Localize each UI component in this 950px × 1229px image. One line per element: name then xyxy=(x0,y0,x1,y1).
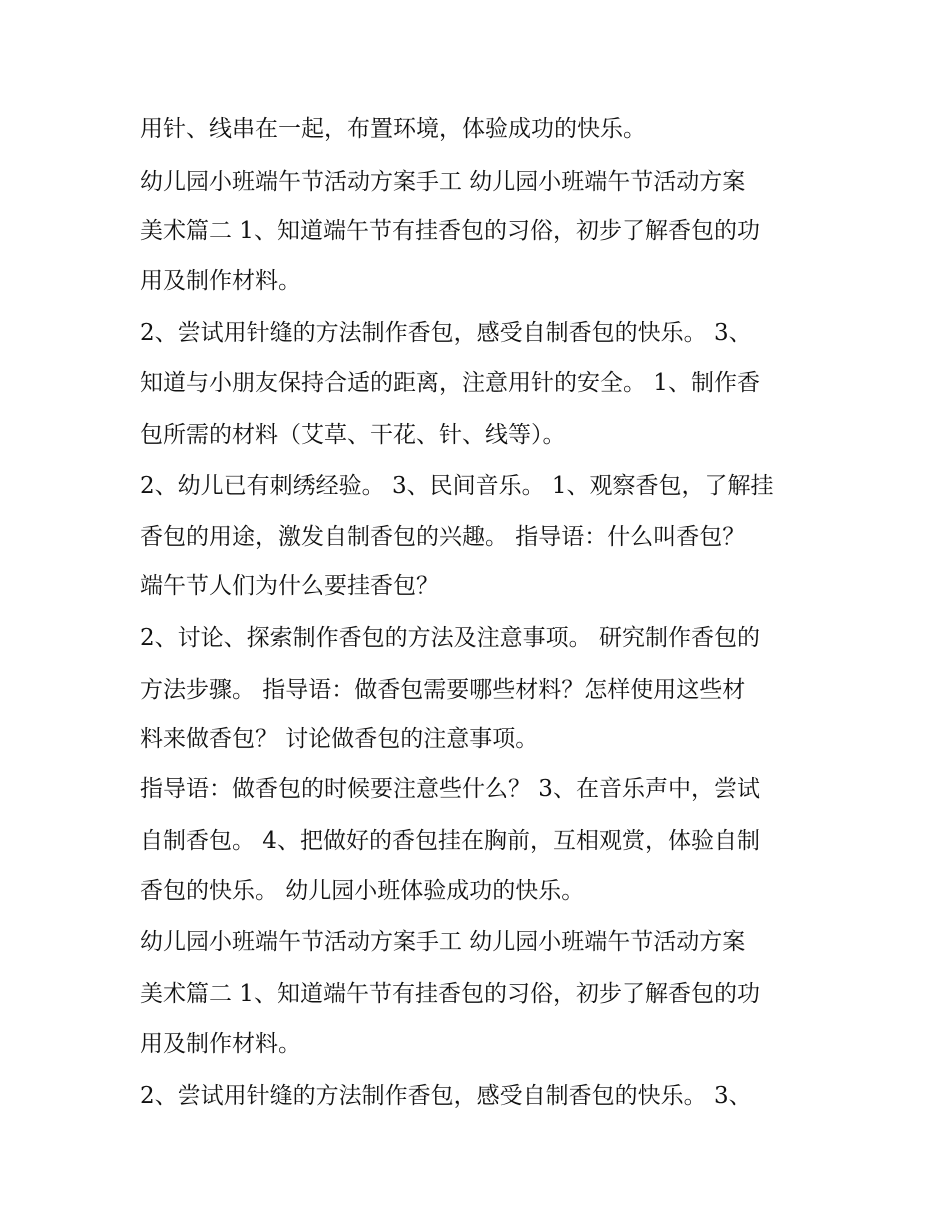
text-line: 美术篇二 1、知道端午节有挂香包的习俗，初步了解香包的功 xyxy=(140,218,760,244)
text-line: 指导语：做香包的时候要注意些什么？ 3、在音乐声中，尝试 xyxy=(140,776,760,802)
text-line: 幼儿园小班端午节活动方案手工 幼儿园小班端午节活动方案 xyxy=(140,169,746,195)
text-line: 2、讨论、探索制作香包的方法及注意事项。 研究制作香包的 xyxy=(140,625,760,651)
text-line: 料来做香包？ 讨论做香包的注意事项。 xyxy=(140,726,539,752)
text-line: 自制香包。 4、把做好的香包挂在胸前，互相观赏，体验自制 xyxy=(140,828,760,854)
text-line: 方法步骤。 指导语：做香包需要哪些材料？怎样使用这些材 xyxy=(140,677,746,703)
text-line: 2、幼儿已有刺绣经验。 3、民间音乐。 1、观察香包，了解挂 xyxy=(140,473,774,499)
text-line: 2、尝试用针缝的方法制作香包，感受自制香包的快乐。 3、 xyxy=(140,1083,752,1109)
text-line: 香包的用途，激发自制香包的兴趣。 指导语：什么叫香包？ xyxy=(140,524,746,550)
text-line: 知道与小朋友保持合适的距离，注意用针的安全。 1、制作香 xyxy=(140,370,760,396)
text-line: 用及制作材料。 xyxy=(140,1031,301,1057)
text-line: 美术篇二 1、知道端午节有挂香包的习俗，初步了解香包的功 xyxy=(140,981,760,1007)
text-line: 幼儿园小班端午节活动方案手工 幼儿园小班端午节活动方案 xyxy=(140,929,746,955)
text-line: 用针、线串在一起，布置环境，体验成功的快乐。 xyxy=(140,116,646,142)
text-line: 用及制作材料。 xyxy=(140,268,301,294)
text-line: 香包的快乐。 幼儿园小班体验成功的快乐。 xyxy=(140,878,585,904)
text-line: 2、尝试用针缝的方法制作香包，感受自制香包的快乐。 3、 xyxy=(140,320,752,346)
text-line: 包所需的材料（艾草、干花、针、线等）。 xyxy=(140,422,566,448)
text-line: 端午节人们为什么要挂香包？ xyxy=(140,573,439,599)
